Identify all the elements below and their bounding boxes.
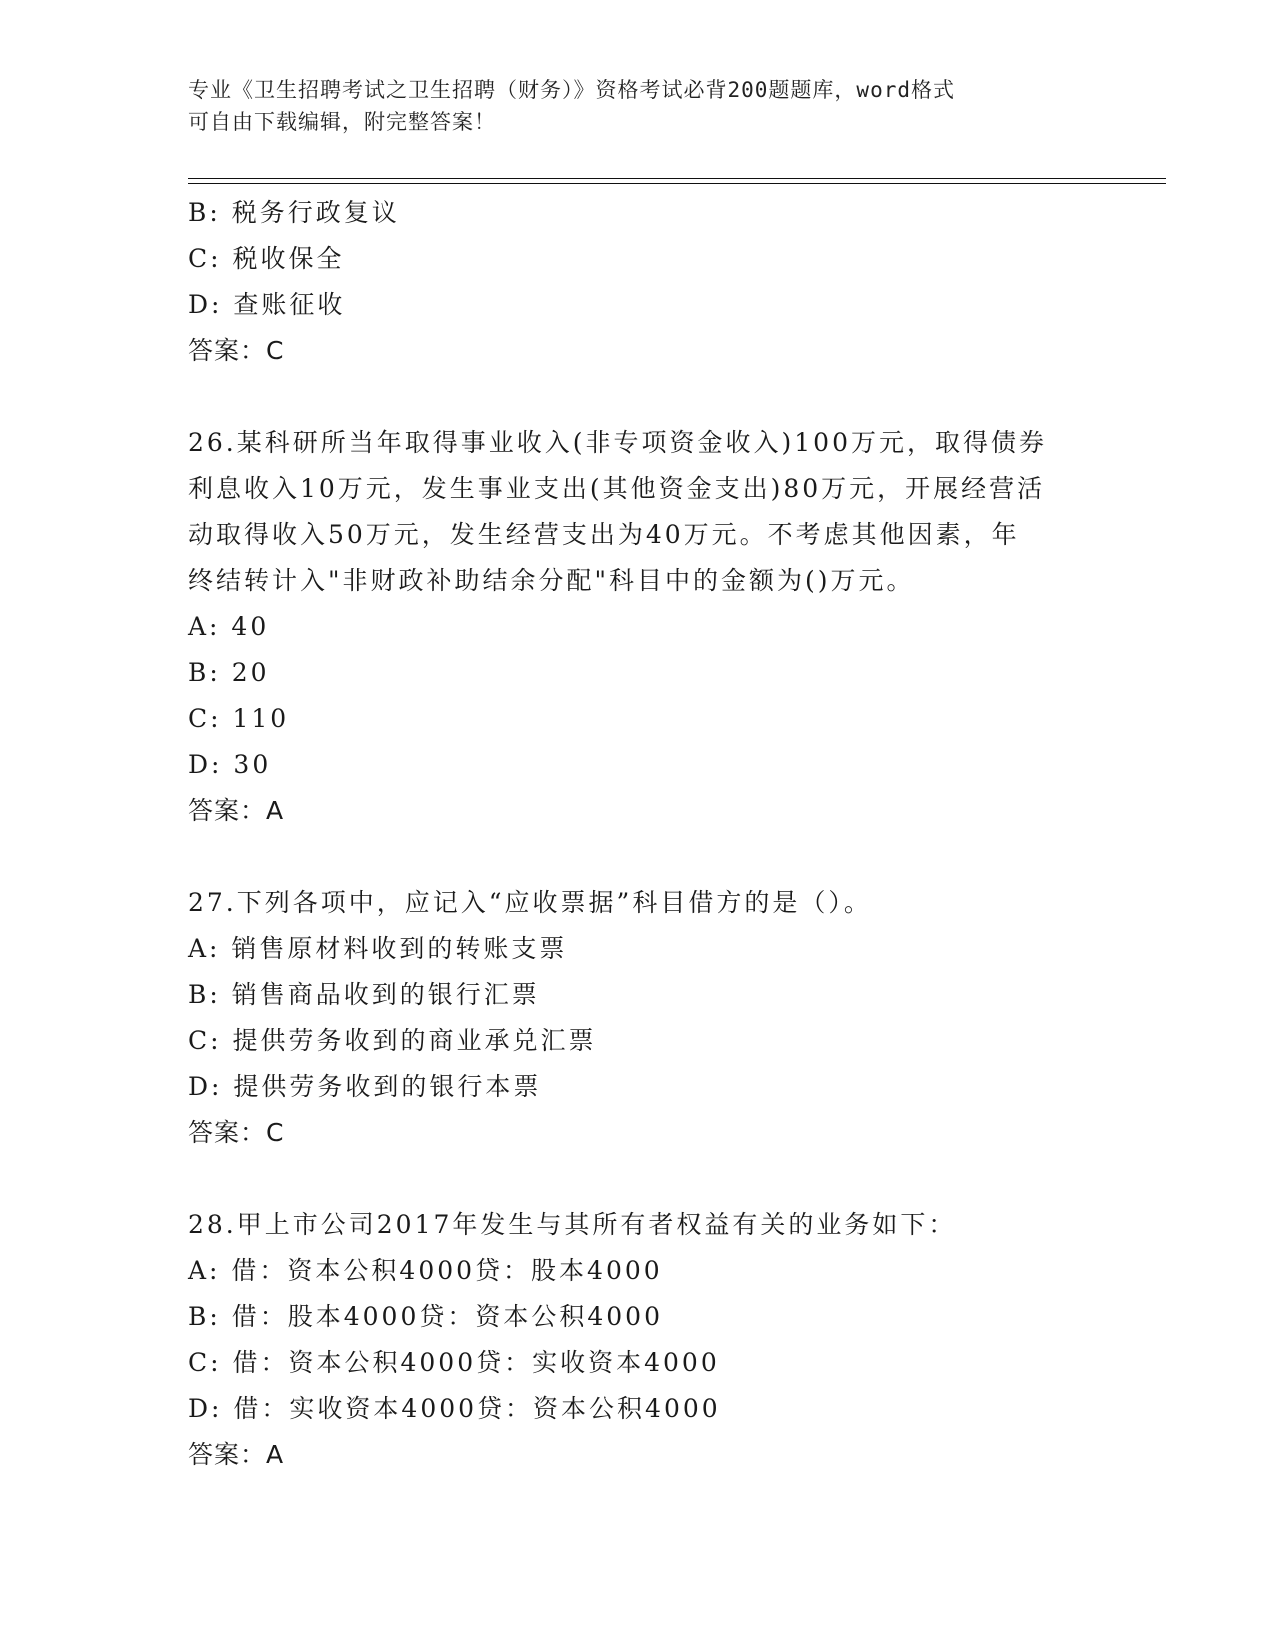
answer: 答案：C <box>188 336 285 365</box>
header-divider-bottom <box>188 183 1166 184</box>
option-c: C: 110 <box>188 704 290 733</box>
option-a: A: 40 <box>188 612 270 641</box>
option-a: A: 借：资本公积4000贷：股本4000 <box>188 1256 663 1285</box>
spacer <box>188 834 1088 880</box>
option-b: B: 销售商品收到的银行汇票 <box>188 980 540 1009</box>
question-stem-line: 动取得收入50万元，发生经营支出为40万元。不考虑其他因素，年 <box>188 520 1020 549</box>
option-b: B: 20 <box>188 658 270 687</box>
header-title-line-2: 可自由下载编辑，附完整答案！ <box>188 110 496 134</box>
option-a: A: 销售原材料收到的转账支票 <box>188 934 568 963</box>
option-d: D: 30 <box>188 750 272 779</box>
question-stem-line: 28.甲上市公司2017年发生与其所有者权益有关的业务如下： <box>188 1210 957 1239</box>
option-d: D: 借：实收资本4000贷：资本公积4000 <box>188 1394 721 1423</box>
question-list <box>188 190 1088 1478</box>
answer: 答案：A <box>188 796 285 825</box>
header-title-line-1: 专业《卫生招聘考试之卫生招聘（财务）》资格考试必背200题题库，word格式 <box>188 78 955 102</box>
option-c: C: 提供劳务收到的商业承兑汇票 <box>188 1026 597 1055</box>
answer: 答案：A <box>188 1440 285 1469</box>
option-b: B: 借：股本4000贷：资本公积4000 <box>188 1302 663 1331</box>
option-d: D: 查账征收 <box>188 290 346 319</box>
header-divider-top <box>188 178 1166 179</box>
question-25 <box>188 190 1088 374</box>
question-stem-line: 终结转计入"非财政补助结余分配"科目中的金额为()万元。 <box>188 566 915 595</box>
spacer <box>188 1156 1088 1202</box>
option-c: C: 借：资本公积4000贷：实收资本4000 <box>188 1348 720 1377</box>
question-28 <box>188 1202 1088 1478</box>
answer: 答案：C <box>188 1118 285 1147</box>
question-stem-line: 27.下列各项中，应记入“应收票据”科目借方的是（）。 <box>188 888 872 917</box>
document-header <box>188 74 1088 138</box>
option-d: D: 提供劳务收到的银行本票 <box>188 1072 542 1101</box>
spacer <box>188 374 1088 420</box>
option-c: C: 税收保全 <box>188 244 345 273</box>
question-stem-line: 利息收入10万元，发生事业支出(其他资金支出)80万元，开展经营活 <box>188 474 1046 503</box>
question-27 <box>188 880 1088 1156</box>
option-b: B: 税务行政复议 <box>188 198 400 227</box>
question-stem-line: 26.某科研所当年取得事业收入(非专项资金收入)100万元，取得债券 <box>188 428 1047 457</box>
question-26 <box>188 420 1088 834</box>
